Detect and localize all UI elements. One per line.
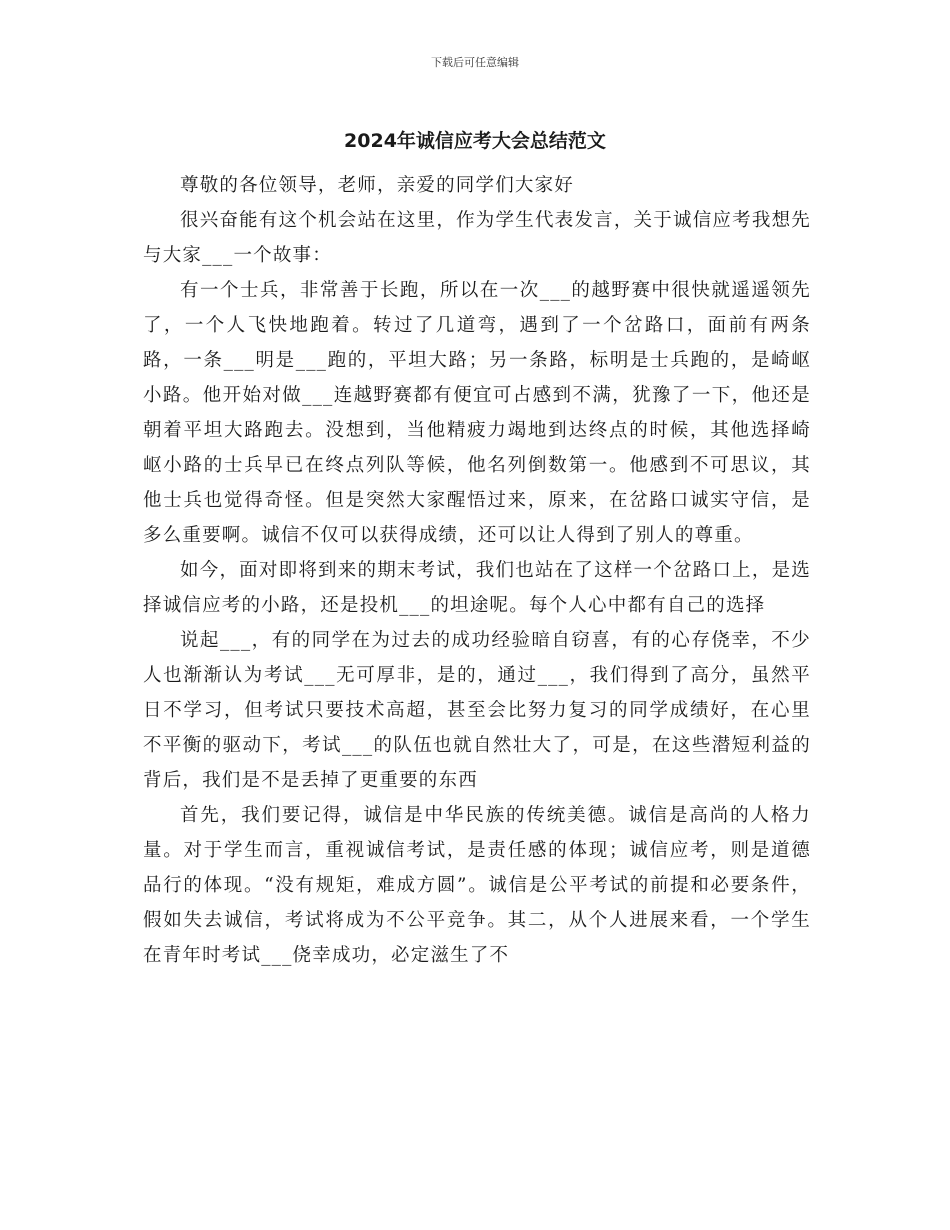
document-title: 2024年诚信应考大会总结范文	[344, 130, 606, 152]
document-body	[143, 168, 811, 973]
paragraph-greeting: 尊敬的各位领导，老师，亲爱的同学们大家好	[180, 175, 575, 196]
paragraph-story: 有一个士兵，非常善于长跑，所以在一次___的越野赛中很快就遥遥领先了，一个人飞快地跑着。转过了几道弯，遇到了一个岔路口，面前有两条路，一条___明是___跑的，平坦大路；另一条路，标明是士兵跑的，是崎岖小路。他开始对做___连越野赛都有便宜可占感到不满，犹豫了一下，他还是朝着平坦大路跑去。没想到，当他精疲力竭地到达终点的时候，其他选择崎岖小路的士兵早已在终点列队等候，他名列倒数第一。他感到不可思议，其他士兵也觉得奇怪。但是突然大家醒悟过来，原来，在岔路口诚实守信，是多么重要啊。诚信不仅可以获得成绩，还可以让人得到了别人的尊重。	[143, 280, 811, 546]
paragraph-intro: 很兴奋能有这个机会站在这里，作为学生代表发言，关于诚信应考我想先与大家___一个故事：	[143, 210, 811, 266]
paragraph-virtue: 首先，我们要记得，诚信是中华民族的传统美德。诚信是高尚的人格力量。对于学生而言，重视诚信考试，是责任感的体现；诚信应考，则是道德品行的体现。“没有规矩，难成方圆”。诚信是公平考试的前提和必要条件，假如失去诚信，考试将成为不公平竞争。其二，从个人进展来看，一个学生在青年时考试___侥幸成功，必定滋生了不	[143, 805, 811, 966]
page-header-note: 下载后可任意编辑	[431, 56, 519, 69]
paragraph-crossroads: 如今，面对即将到来的期末考试，我们也站在了这样一个岔路口上，是选择诚信应考的小路，还是投机___的坦途呢。每个人心中都有自己的选择	[143, 560, 811, 616]
paragraph-cheating: 说起___，有的同学在为过去的成功经验暗自窃喜，有的心存侥幸，不少人也渐渐认为考试___无可厚非，是的，通过___，我们得到了高分，虽然平日不学习，但考试只要技术高超，甚至会比努力复习的同学成绩好，在心里不平衡的驱动下，考试___的队伍也就自然壮大了，可是，在这些潜短利益的背后，我们是不是丢掉了更重要的东西	[143, 630, 811, 791]
